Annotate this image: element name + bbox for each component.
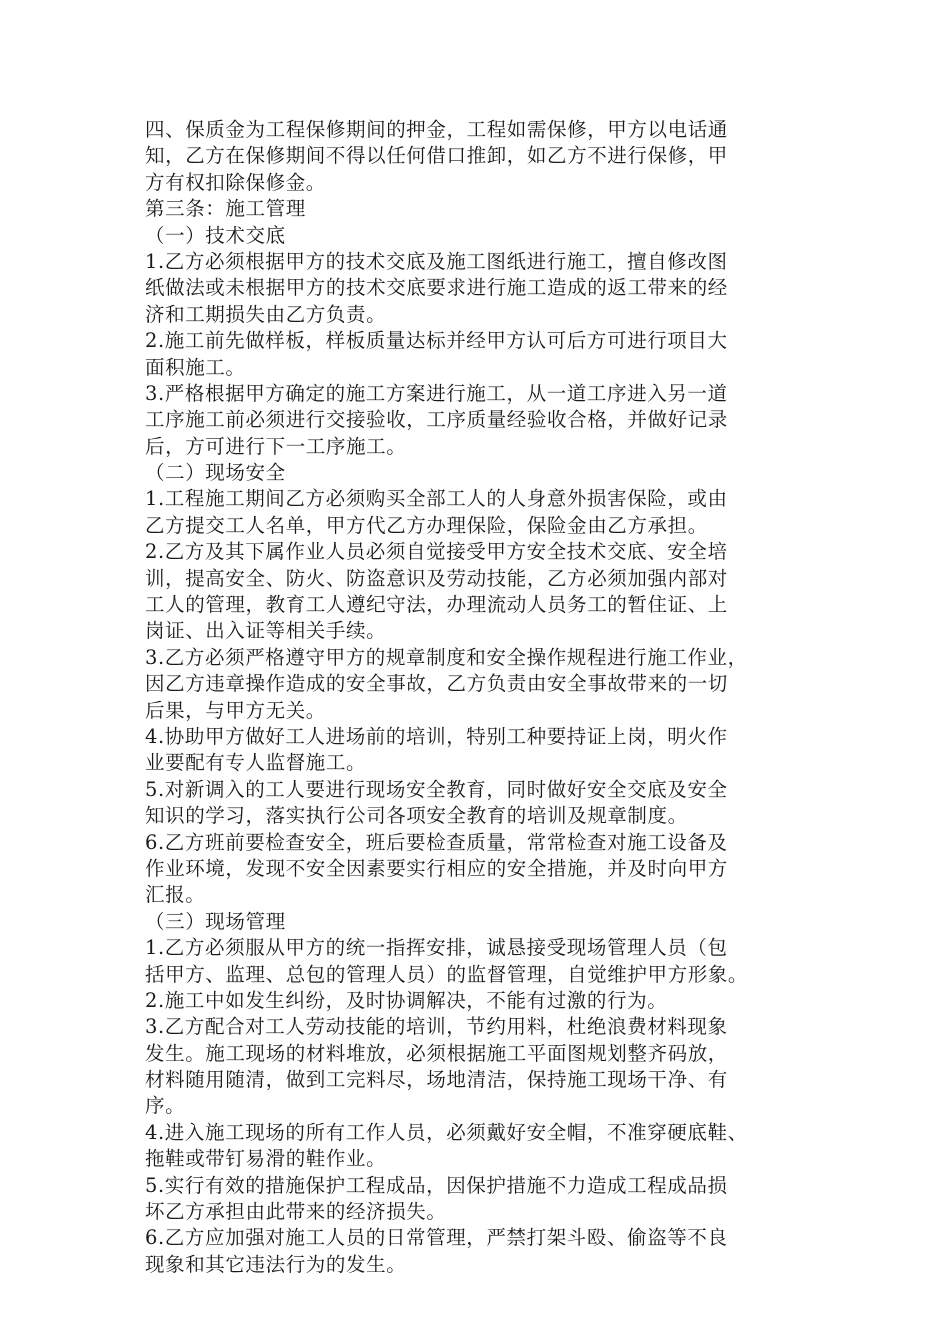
text-line: 拖鞋或带钉易滑的鞋作业。 <box>145 1147 387 1171</box>
text-line: 坏乙方承担由此带来的经济损失。 <box>145 1200 447 1224</box>
text-line: 乙方提交工人名单，甲方代乙方办理保险，保险金由乙方承担。 <box>145 513 708 537</box>
text-line: 材料随用随清，做到工完料尽，场地清洁，保持施工现场干净、有 <box>145 1068 728 1092</box>
subsection-heading: （三）现场管理 <box>145 909 286 933</box>
text-line: 训，提高安全、防火、防盗意识及劳动技能，乙方必须加强内部对 <box>145 566 728 590</box>
text-line: 作业环境，发现不安全因素要实行相应的安全措施，并及时向甲方 <box>145 856 728 880</box>
text-line: 汇报。 <box>145 883 206 907</box>
text-line: 1.工程施工期间乙方必须购买全部工人的人身意外损害保险，或由 <box>145 487 728 511</box>
text-line: 济和工期损失由乙方负责。 <box>145 302 387 326</box>
text-line: 3.乙方必须严格遵守甲方的规章制度和安全操作规程进行施工作业， <box>145 645 748 669</box>
text-line: 3.乙方配合对工人劳动技能的培训，节约用料，杜绝浪费材料现象 <box>145 1015 728 1039</box>
text-line: 4.协助甲方做好工人进场前的培训，特别工种要持证上岗，明火作 <box>145 724 728 748</box>
text-line: 序。 <box>145 1094 186 1118</box>
text-line: 2.乙方及其下属作业人员必须自觉接受甲方安全技术交底、安全培 <box>145 540 728 564</box>
text-line: 业要配有专人监督施工。 <box>145 751 367 775</box>
text-line: 1.乙方必须服从甲方的统一指挥安排，诚恳接受现场管理人员（包 <box>145 936 728 960</box>
text-line: 知识的学习，落实执行公司各项安全教育的培训及规章制度。 <box>145 804 688 828</box>
text-line: 5.对新调入的工人要进行现场安全教育，同时做好安全交底及安全 <box>145 777 728 801</box>
text-line: 面积施工。 <box>145 355 246 379</box>
text-line: 6.乙方班前要检查安全，班后要检查质量，常常检查对施工设备及 <box>145 830 728 854</box>
document-body <box>145 117 825 1278</box>
text-line: 4.进入施工现场的所有工作人员，必须戴好安全帽，不准穿硬底鞋、 <box>145 1120 748 1144</box>
text-line: 2.施工前先做样板，样板质量达标并经甲方认可后方可进行项目大 <box>145 329 728 353</box>
text-line: 2.施工中如发生纠纷，及时协调解决，不能有过激的行为。 <box>145 988 668 1012</box>
text-line: 后，方可进行下一工序施工。 <box>145 434 407 458</box>
text-line: 后果，与甲方无关。 <box>145 698 326 722</box>
text-line: 因乙方违章操作造成的安全事故，乙方负责由安全事故带来的一切 <box>145 672 728 696</box>
text-line: 括甲方、监理、总包的管理人员）的监督管理，自觉维护甲方形象。 <box>145 962 749 986</box>
text-line: 现象和其它违法行为的发生。 <box>145 1252 407 1276</box>
text-line: 岗证、出入证等相关手续。 <box>145 619 387 643</box>
text-line: 发生。施工现场的材料堆放，必须根据施工平面图规划整齐码放， <box>145 1041 728 1065</box>
subsection-heading: （二）现场安全 <box>145 461 286 485</box>
text-line: 工序施工前必须进行交接验收，工序质量经验收合格，并做好记录 <box>145 408 728 432</box>
text-line: 1.乙方必须根据甲方的技术交底及施工图纸进行施工，擅自修改图 <box>145 249 728 273</box>
text-line: 四、保质金为工程保修期间的押金，工程如需保修，甲方以电话通 <box>145 118 728 141</box>
subsection-heading: （一）技术交底 <box>145 223 286 247</box>
text-line: 5.实行有效的措施保护工程成品，因保护措施不力造成工程成品损 <box>145 1173 728 1197</box>
text-line: 方有权扣除保修金。 <box>145 170 326 194</box>
text-line: 6.乙方应加强对施工人员的日常管理，严禁打架斗殴、偷盗等不良 <box>145 1226 728 1250</box>
text-line: 纸做法或未根据甲方的技术交底要求进行施工造成的返工带来的经 <box>145 276 728 300</box>
text-line: 知，乙方在保修期间不得以任何借口推卸，如乙方不进行保修，甲 <box>145 144 728 168</box>
text-line: 工人的管理，教育工人遵纪守法，办理流动人员务工的暂住证、上 <box>145 593 728 617</box>
text-line: 3.严格根据甲方确定的施工方案进行施工，从一道工序进入另一道 <box>145 381 728 405</box>
section-heading: 第三条：施工管理 <box>145 197 306 221</box>
